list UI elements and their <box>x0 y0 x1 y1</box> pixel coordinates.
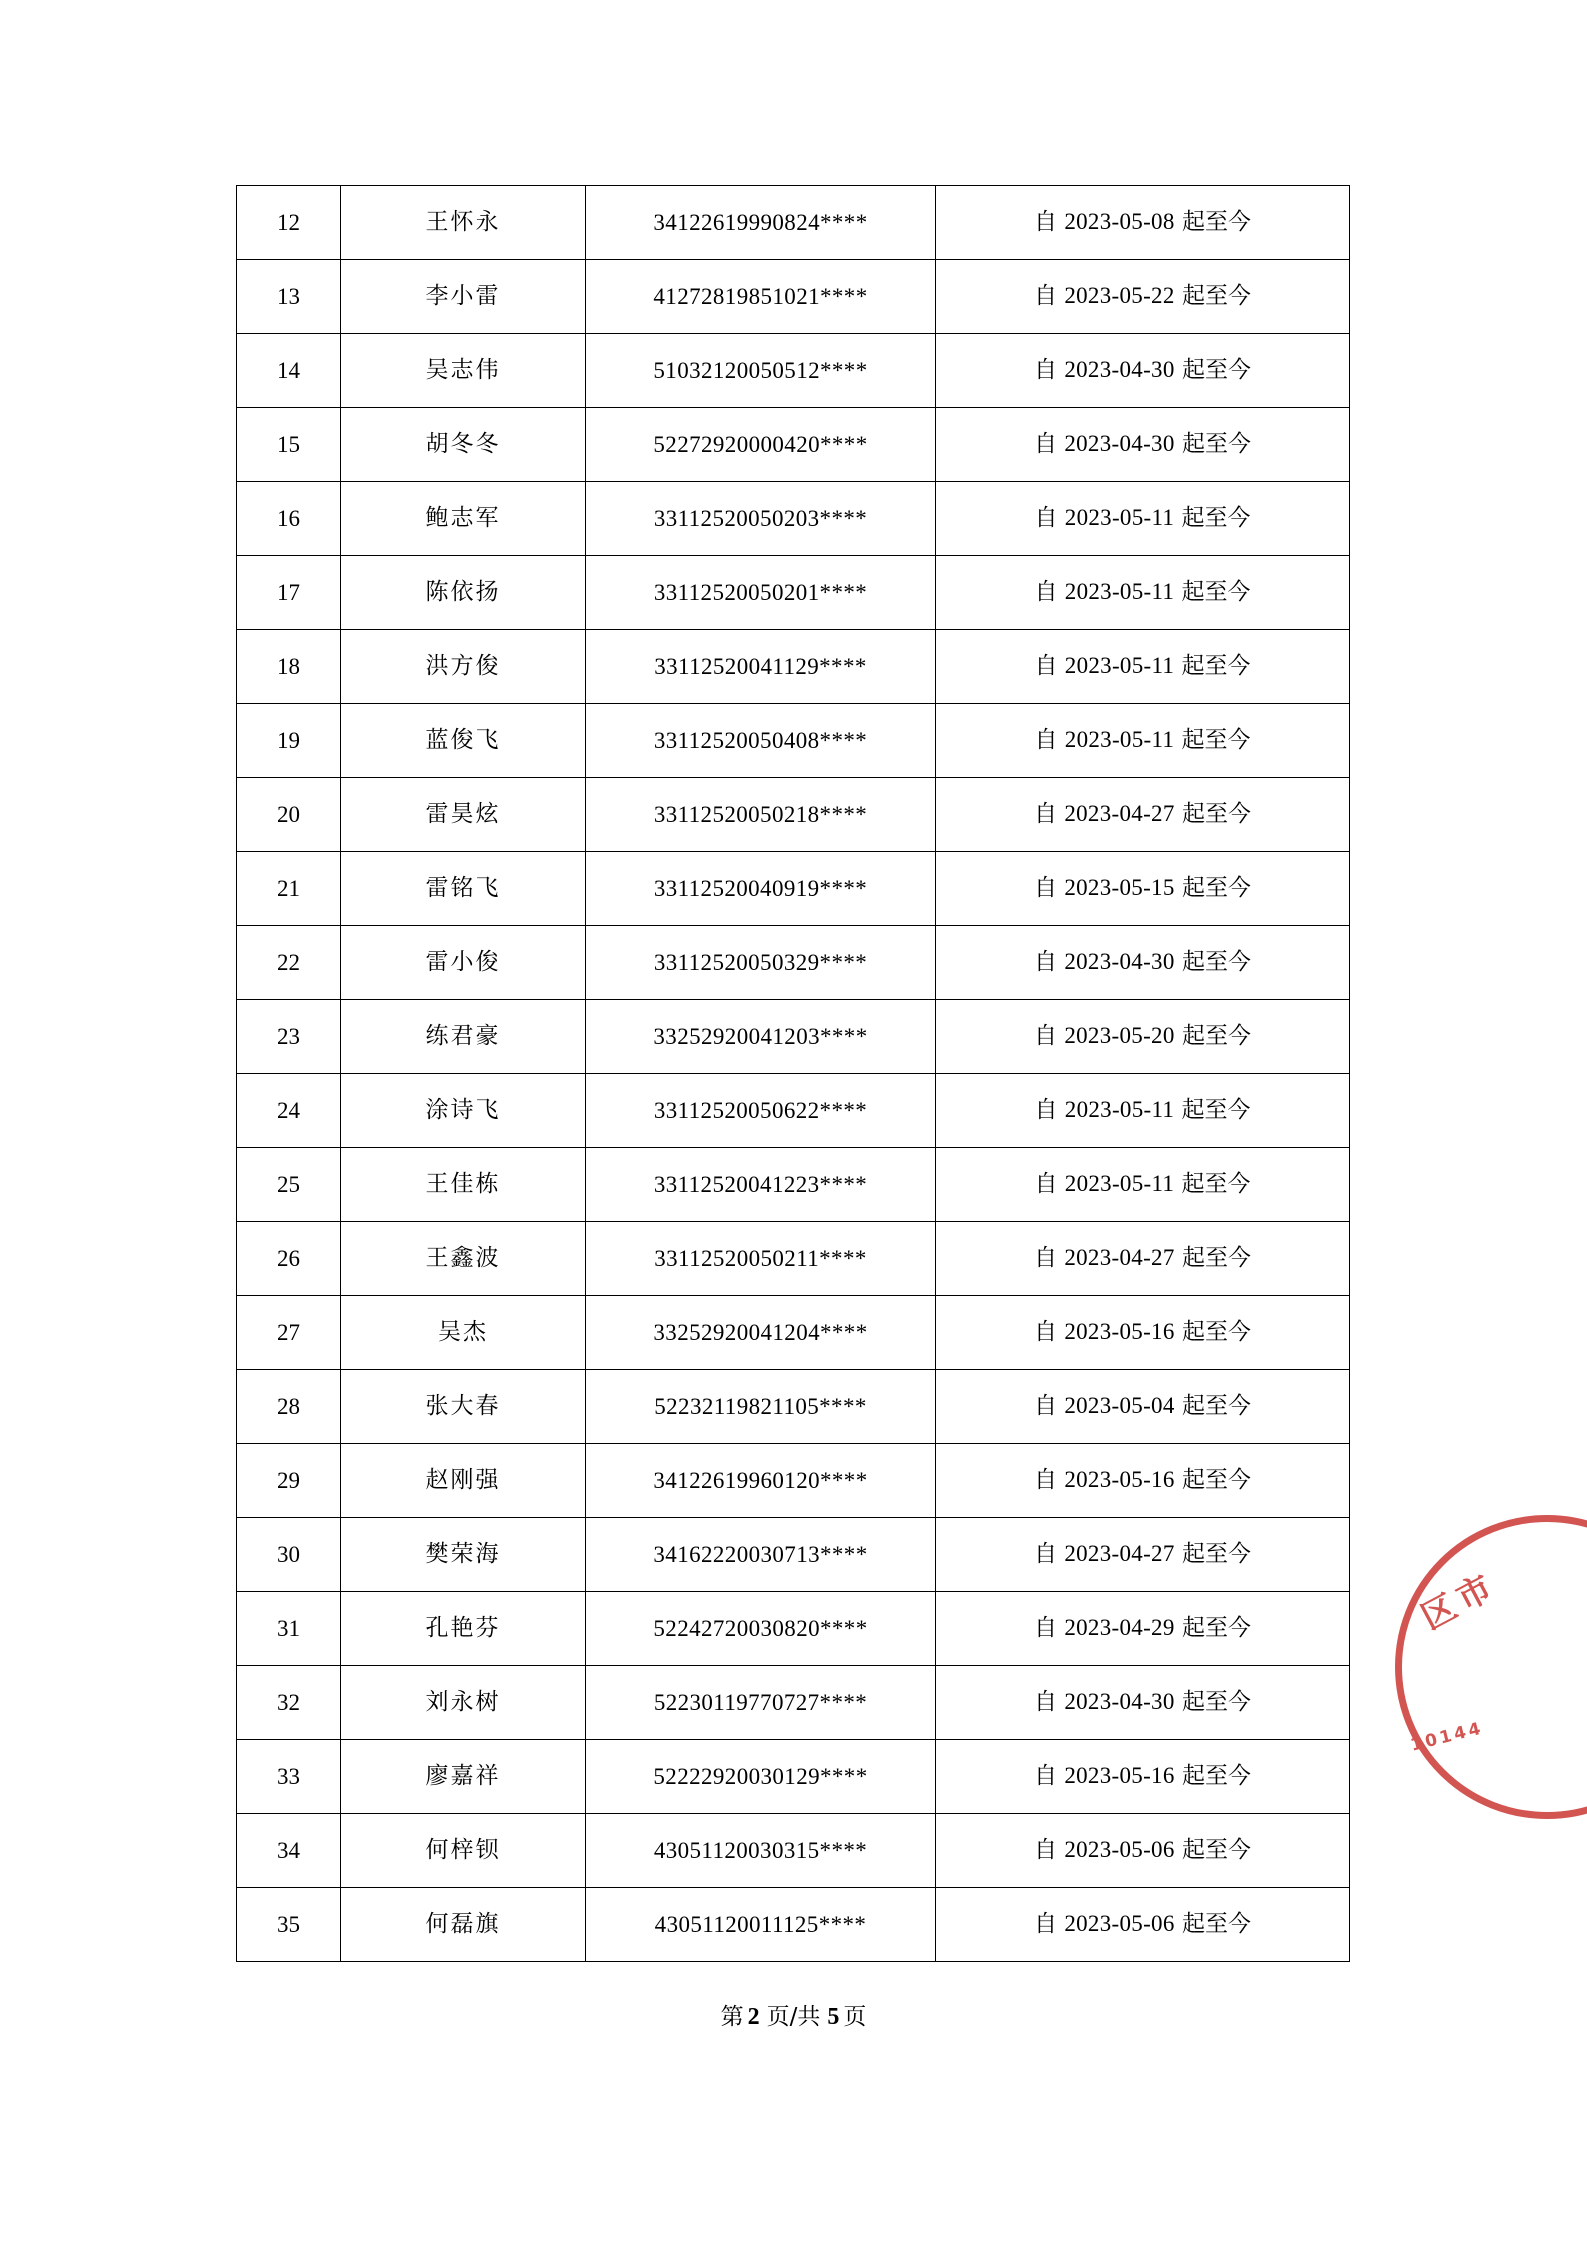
period-prefix: 自 <box>1034 431 1058 458</box>
period-date: 2023-04-30 <box>1064 949 1175 975</box>
period-suffix: 起至今 <box>1181 1689 1251 1716</box>
table-row <box>237 1370 1350 1444</box>
official-seal-stamp <box>1395 1515 1587 1819</box>
row-name-cell: 洪方俊 <box>341 630 586 704</box>
period-prefix: 自 <box>1034 1171 1058 1198</box>
period-prefix: 自 <box>1034 1911 1058 1938</box>
period-prefix: 自 <box>1034 283 1058 310</box>
table-row <box>237 1444 1350 1518</box>
period-suffix: 起至今 <box>1181 505 1251 532</box>
row-period-cell <box>936 1000 1350 1074</box>
period-date: 2023-05-11 <box>1064 653 1175 679</box>
row-name-cell: 蓝俊飞 <box>341 704 586 778</box>
row-period-cell <box>936 926 1350 1000</box>
period-prefix: 自 <box>1034 727 1058 754</box>
row-period-cell <box>936 1814 1350 1888</box>
row-name-cell: 吴志伟 <box>341 334 586 408</box>
row-period-cell <box>936 1740 1350 1814</box>
row-index-cell: 15 <box>237 408 341 482</box>
row-period-cell <box>936 1518 1350 1592</box>
row-id-number-cell: 52222920030129**** <box>586 1740 936 1814</box>
row-index-cell: 12 <box>237 186 341 260</box>
row-name-cell: 练君豪 <box>341 1000 586 1074</box>
period-date: 2023-05-04 <box>1064 1393 1175 1419</box>
table-row <box>237 482 1350 556</box>
period-date: 2023-05-20 <box>1064 1023 1175 1049</box>
period-date: 2023-04-30 <box>1064 431 1175 457</box>
row-period-cell <box>936 1888 1350 1962</box>
period-prefix: 自 <box>1034 209 1058 236</box>
row-index-cell: 26 <box>237 1222 341 1296</box>
table-body <box>237 186 1350 1962</box>
row-id-number-cell: 33112520050201**** <box>586 556 936 630</box>
period-suffix: 起至今 <box>1181 1541 1251 1568</box>
period-date: 2023-04-30 <box>1064 357 1175 383</box>
row-index-cell: 31 <box>237 1592 341 1666</box>
row-index-cell: 20 <box>237 778 341 852</box>
row-index-cell: 16 <box>237 482 341 556</box>
row-period-cell <box>936 186 1350 260</box>
period-prefix: 自 <box>1034 1023 1058 1050</box>
period-date: 2023-05-11 <box>1064 505 1175 531</box>
row-id-number-cell: 52230119770727**** <box>586 1666 936 1740</box>
row-name-cell: 何磊旗 <box>341 1888 586 1962</box>
period-date: 2023-05-11 <box>1064 1097 1175 1123</box>
period-suffix: 起至今 <box>1181 579 1251 606</box>
table-row <box>237 630 1350 704</box>
row-id-number-cell: 33112520041129**** <box>586 630 936 704</box>
row-name-cell: 雷小俊 <box>341 926 586 1000</box>
row-name-cell: 涂诗飞 <box>341 1074 586 1148</box>
period-prefix: 自 <box>1034 1763 1058 1790</box>
table-row <box>237 1148 1350 1222</box>
period-prefix: 自 <box>1034 1393 1058 1420</box>
period-suffix: 起至今 <box>1181 1467 1251 1494</box>
table-row <box>237 186 1350 260</box>
table-row <box>237 1000 1350 1074</box>
table-row <box>237 1666 1350 1740</box>
row-index-cell: 35 <box>237 1888 341 1962</box>
row-index-cell: 34 <box>237 1814 341 1888</box>
period-date: 2023-04-30 <box>1064 1689 1175 1715</box>
period-date: 2023-05-16 <box>1064 1319 1175 1345</box>
seal-text-bottom: 10144 <box>1408 1718 1486 1756</box>
seal-text-top: 区市 <box>1414 1565 1505 1639</box>
period-prefix: 自 <box>1034 1541 1058 1568</box>
table-row <box>237 852 1350 926</box>
row-period-cell <box>936 1444 1350 1518</box>
table-row <box>237 926 1350 1000</box>
period-suffix: 起至今 <box>1181 801 1251 828</box>
period-date: 2023-05-22 <box>1064 283 1175 309</box>
period-prefix: 自 <box>1034 579 1058 606</box>
row-index-cell: 19 <box>237 704 341 778</box>
row-id-number-cell: 52272920000420**** <box>586 408 936 482</box>
period-prefix: 自 <box>1034 1837 1058 1864</box>
period-date: 2023-05-11 <box>1064 727 1175 753</box>
period-date: 2023-05-06 <box>1064 1911 1175 1937</box>
row-id-number-cell: 33112520050211**** <box>586 1222 936 1296</box>
row-index-cell: 21 <box>237 852 341 926</box>
row-id-number-cell: 33112520050622**** <box>586 1074 936 1148</box>
period-suffix: 起至今 <box>1181 209 1251 236</box>
row-name-cell: 孔艳芬 <box>341 1592 586 1666</box>
period-date: 2023-05-11 <box>1064 579 1175 605</box>
table-row <box>237 1074 1350 1148</box>
period-suffix: 起至今 <box>1181 949 1251 976</box>
period-prefix: 自 <box>1034 357 1058 384</box>
row-period-cell <box>936 334 1350 408</box>
period-suffix: 起至今 <box>1181 1837 1251 1864</box>
table-row <box>237 1814 1350 1888</box>
row-id-number-cell: 33112520050329**** <box>586 926 936 1000</box>
period-suffix: 起至今 <box>1181 1911 1251 1938</box>
table-row <box>237 1888 1350 1962</box>
row-index-cell: 22 <box>237 926 341 1000</box>
row-id-number-cell: 52232119821105**** <box>586 1370 936 1444</box>
row-id-number-cell: 43051120011125**** <box>586 1888 936 1962</box>
period-prefix: 自 <box>1034 1319 1058 1346</box>
row-name-cell: 张大春 <box>341 1370 586 1444</box>
period-date: 2023-04-27 <box>1064 1245 1175 1271</box>
row-index-cell: 25 <box>237 1148 341 1222</box>
seal-inner-ring <box>1422 1542 1587 1792</box>
period-date: 2023-05-11 <box>1064 1171 1175 1197</box>
row-id-number-cell: 33112520050218**** <box>586 778 936 852</box>
row-index-cell: 18 <box>237 630 341 704</box>
row-name-cell: 李小雷 <box>341 260 586 334</box>
row-name-cell: 王佳栋 <box>341 1148 586 1222</box>
table-row <box>237 1222 1350 1296</box>
table-row <box>237 260 1350 334</box>
footer-middle: 页/共 <box>766 2004 821 2030</box>
period-suffix: 起至今 <box>1181 1023 1251 1050</box>
row-period-cell <box>936 408 1350 482</box>
table-row <box>237 778 1350 852</box>
footer-suffix: 页 <box>843 2004 867 2030</box>
row-index-cell: 28 <box>237 1370 341 1444</box>
period-date: 2023-05-16 <box>1064 1763 1175 1789</box>
row-period-cell <box>936 1148 1350 1222</box>
row-name-cell: 陈依扬 <box>341 556 586 630</box>
row-index-cell: 17 <box>237 556 341 630</box>
row-period-cell <box>936 482 1350 556</box>
worker-arrears-table <box>236 185 1350 1962</box>
period-prefix: 自 <box>1034 505 1058 532</box>
period-prefix: 自 <box>1034 1097 1058 1124</box>
period-prefix: 自 <box>1034 653 1058 680</box>
footer-page-number: 2 <box>747 2004 760 2030</box>
row-id-number-cell: 52242720030820**** <box>586 1592 936 1666</box>
table-row <box>237 1740 1350 1814</box>
row-index-cell: 33 <box>237 1740 341 1814</box>
row-name-cell: 王怀永 <box>341 186 586 260</box>
period-suffix: 起至今 <box>1181 875 1251 902</box>
row-index-cell: 27 <box>237 1296 341 1370</box>
row-period-cell <box>936 1666 1350 1740</box>
row-period-cell <box>936 1592 1350 1666</box>
table-row <box>237 334 1350 408</box>
row-period-cell <box>936 1296 1350 1370</box>
row-period-cell <box>936 704 1350 778</box>
row-period-cell <box>936 260 1350 334</box>
period-suffix: 起至今 <box>1181 1319 1251 1346</box>
row-id-number-cell: 33252920041203**** <box>586 1000 936 1074</box>
period-suffix: 起至今 <box>1181 357 1251 384</box>
period-prefix: 自 <box>1034 801 1058 828</box>
row-id-number-cell: 51032120050512**** <box>586 334 936 408</box>
row-name-cell: 赵刚强 <box>341 1444 586 1518</box>
table-row <box>237 556 1350 630</box>
period-prefix: 自 <box>1034 1467 1058 1494</box>
row-name-cell: 王鑫波 <box>341 1222 586 1296</box>
row-id-number-cell: 34122619990824**** <box>586 186 936 260</box>
row-index-cell: 24 <box>237 1074 341 1148</box>
period-prefix: 自 <box>1034 949 1058 976</box>
period-date: 2023-04-27 <box>1064 1541 1175 1567</box>
row-index-cell: 32 <box>237 1666 341 1740</box>
row-name-cell: 雷铭飞 <box>341 852 586 926</box>
footer-prefix: 第 <box>720 2004 744 2030</box>
period-date: 2023-05-06 <box>1064 1837 1175 1863</box>
row-id-number-cell: 34122619960120**** <box>586 1444 936 1518</box>
row-period-cell <box>936 778 1350 852</box>
table-row <box>237 1296 1350 1370</box>
row-id-number-cell: 33112520050408**** <box>586 704 936 778</box>
period-prefix: 自 <box>1034 1689 1058 1716</box>
row-name-cell: 廖嘉祥 <box>341 1740 586 1814</box>
row-id-number-cell: 34162220030713**** <box>586 1518 936 1592</box>
row-name-cell: 樊荣海 <box>341 1518 586 1592</box>
period-date: 2023-04-29 <box>1064 1615 1175 1641</box>
period-suffix: 起至今 <box>1181 1763 1251 1790</box>
period-date: 2023-05-08 <box>1064 209 1175 235</box>
row-index-cell: 14 <box>237 334 341 408</box>
row-name-cell: 刘永树 <box>341 1666 586 1740</box>
row-name-cell: 胡冬冬 <box>341 408 586 482</box>
row-index-cell: 13 <box>237 260 341 334</box>
footer-total-pages: 5 <box>827 2004 840 2030</box>
row-id-number-cell: 33112520040919**** <box>586 852 936 926</box>
row-period-cell <box>936 852 1350 926</box>
period-suffix: 起至今 <box>1181 1097 1251 1124</box>
row-id-number-cell: 33112520050203**** <box>586 482 936 556</box>
period-suffix: 起至今 <box>1181 653 1251 680</box>
row-name-cell: 吴杰 <box>341 1296 586 1370</box>
period-suffix: 起至今 <box>1181 1171 1251 1198</box>
table-row <box>237 1592 1350 1666</box>
period-suffix: 起至今 <box>1181 283 1251 310</box>
row-period-cell <box>936 1222 1350 1296</box>
page-footer <box>0 1998 1587 2031</box>
period-suffix: 起至今 <box>1181 1245 1251 1272</box>
table-row <box>237 704 1350 778</box>
period-suffix: 起至今 <box>1181 431 1251 458</box>
row-index-cell: 23 <box>237 1000 341 1074</box>
row-id-number-cell: 41272819851021**** <box>586 260 936 334</box>
period-prefix: 自 <box>1034 1615 1058 1642</box>
period-date: 2023-05-16 <box>1064 1467 1175 1493</box>
row-name-cell: 何梓钡 <box>341 1814 586 1888</box>
period-suffix: 起至今 <box>1181 1615 1251 1642</box>
period-date: 2023-04-27 <box>1064 801 1175 827</box>
period-suffix: 起至今 <box>1181 1393 1251 1420</box>
row-index-cell: 29 <box>237 1444 341 1518</box>
period-suffix: 起至今 <box>1181 727 1251 754</box>
row-period-cell <box>936 1370 1350 1444</box>
row-period-cell <box>936 556 1350 630</box>
row-name-cell: 雷昊炫 <box>341 778 586 852</box>
row-id-number-cell: 33112520041223**** <box>586 1148 936 1222</box>
row-period-cell <box>936 1074 1350 1148</box>
period-date: 2023-05-15 <box>1064 875 1175 901</box>
table-row <box>237 408 1350 482</box>
row-index-cell: 30 <box>237 1518 341 1592</box>
row-name-cell: 鲍志军 <box>341 482 586 556</box>
row-period-cell <box>936 630 1350 704</box>
period-prefix: 自 <box>1034 1245 1058 1272</box>
row-id-number-cell: 33252920041204**** <box>586 1296 936 1370</box>
row-id-number-cell: 43051120030315**** <box>586 1814 936 1888</box>
period-prefix: 自 <box>1034 875 1058 902</box>
table-row <box>237 1518 1350 1592</box>
